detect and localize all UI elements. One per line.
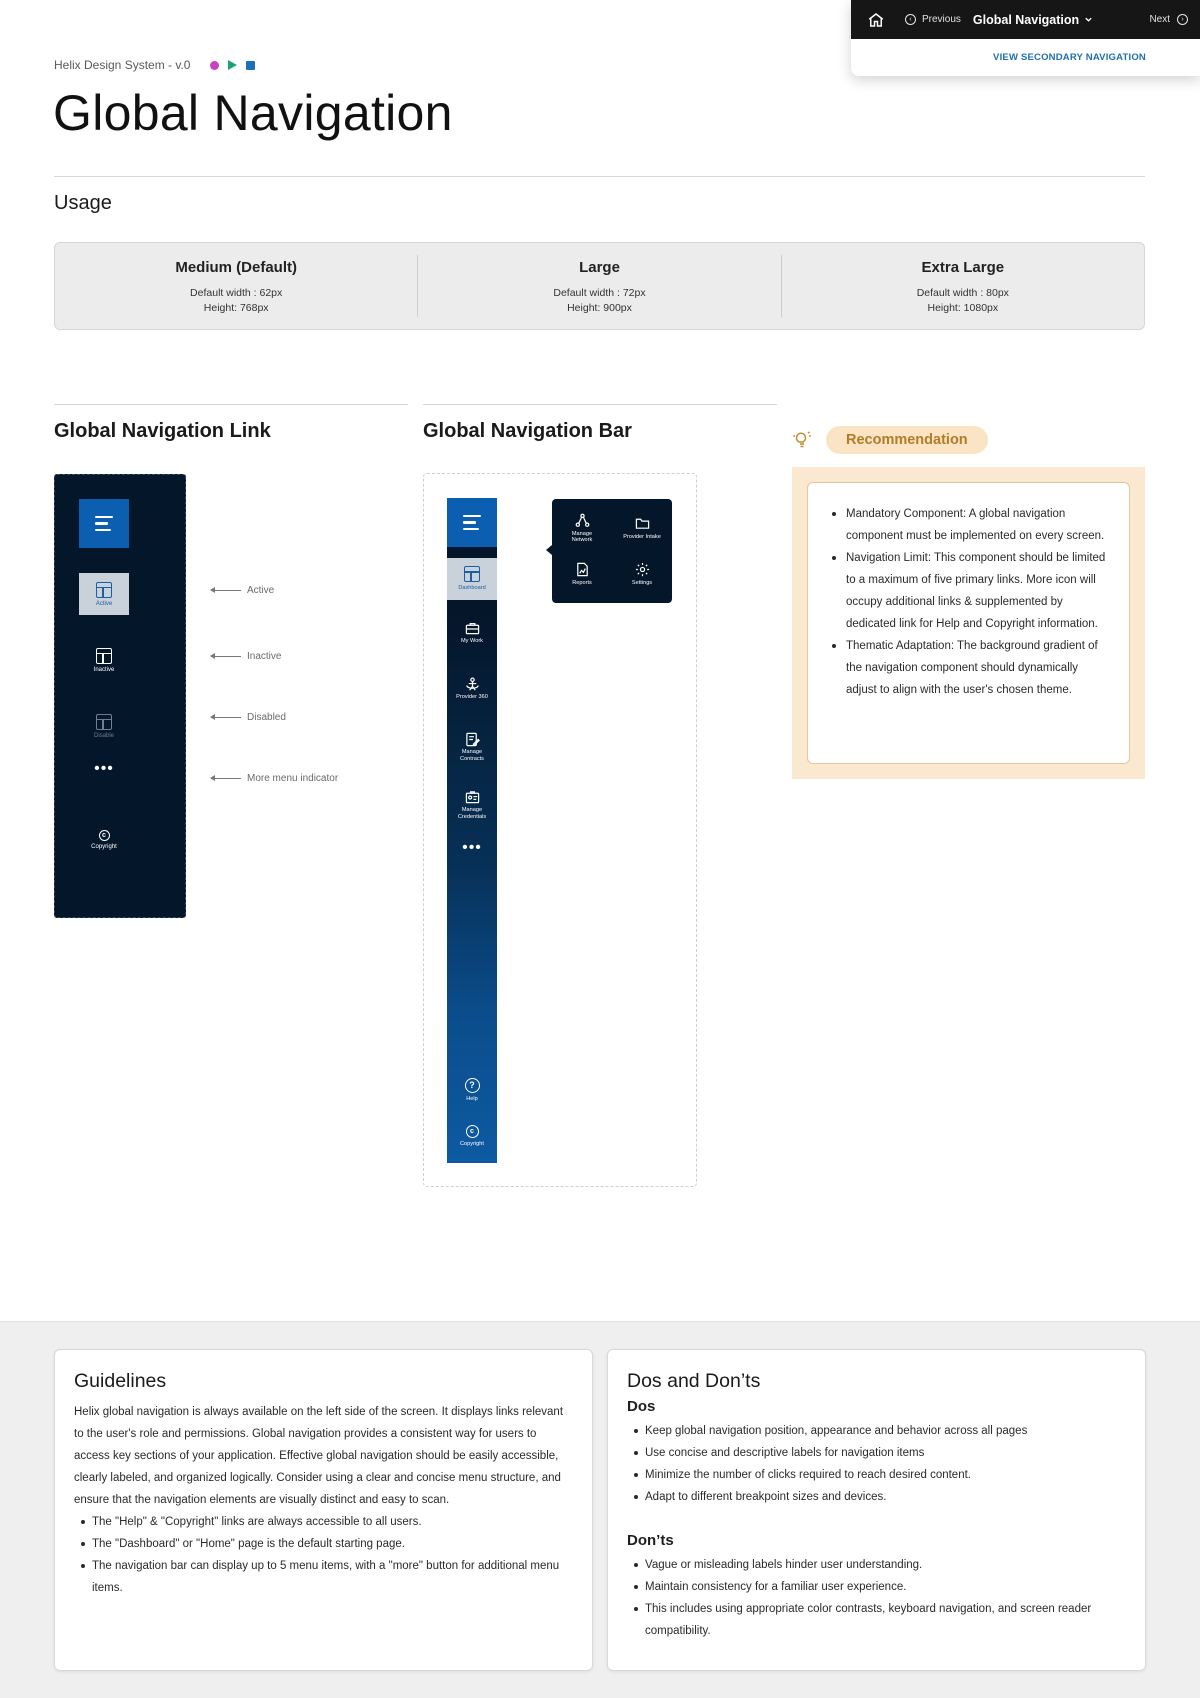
arrow-left-icon [211,717,241,718]
more-menu-button[interactable] [79,755,129,783]
size-name: Extra Large [921,259,1005,276]
size-width: Default width : 72px [553,287,646,299]
network-icon [575,513,590,528]
divider [54,404,408,405]
nav-link-disabled [79,705,129,747]
chevron-down-icon [1084,15,1093,24]
callout-active [211,585,274,596]
contract-icon [465,732,480,746]
guidelines-body: Helix global navigation is always available on the left side of the screen. It displays links relevant to the user's role and permissions. Global navigation provides a consistent way for users to access key sections of your application. Effective global navigation should be easily accessible, clearly labeled, and organized logically. Consider using a clear and concise menu structure, and ensure that the navigation elements are visually distinct and easy to scan. [74,1406,564,1506]
next-button[interactable] [1149,14,1188,25]
callout-label: Active [247,585,275,596]
nav-link-label: Inactive [93,666,115,673]
hamburger-icon [95,516,113,532]
dos-donts-title: Dos and Don’ts [627,1370,761,1392]
arrow-left-icon [211,778,241,779]
size-extra-large [781,255,1144,317]
dashboard-icon [96,648,112,664]
do-item: Keep global navigation position, appearance and behavior across all pages [627,1420,1125,1442]
page-navigator [851,0,1200,76]
guideline-item: The navigation bar can display up to 5 menu items, with a "more" button for additional menu items. [74,1555,572,1599]
recommendation-list [832,503,1109,701]
provider-icon [465,677,480,691]
size-height: Height: 900px [567,302,632,314]
flyout-item-settings[interactable] [612,551,672,597]
briefcase-icon [465,621,480,635]
dont-item: This includes using appropriate color contrasts, keyboard navigation, and screen reader compatibility. [627,1598,1125,1642]
more-menu-button[interactable] [447,839,497,856]
previous-label: Previous [922,14,961,25]
callout-label: Inactive [247,651,282,662]
circle-icon [210,61,219,70]
nav-item-manage-credentials[interactable] [447,790,497,821]
report-icon [575,562,590,577]
flyout-item-label: Provider Intake [623,533,661,540]
dos-heading: Dos [627,1398,656,1415]
callout-disabled [211,712,286,723]
size-name: Large [579,259,620,276]
guidelines-list [74,1511,572,1599]
do-item: Minimize the number of clicks required to reach desired content. [627,1464,1125,1486]
nav-link-copyright[interactable] [79,819,129,861]
flyout-item-provider-intake[interactable] [612,505,672,551]
guidance-section [0,1321,1200,1698]
nav-item-label: Help [466,1096,478,1102]
flyout-item-label: Settings [631,579,653,586]
view-secondary-navigation-link[interactable]: VIEW SECONDARY NAVIGATION [993,52,1146,63]
recommendation-item: Navigation Limit: This component should be limited to a maximum of five primary links. More icon will occupy additional links & supplemented by dedicated link for Help and Copyright information. [832,547,1109,635]
divider [54,176,1145,177]
menu-toggle-button[interactable] [447,498,497,547]
recommendation-header [792,426,988,454]
nav-link-label: Disable [93,732,114,739]
square-icon [246,61,255,70]
nav-item-label: My Work [461,638,483,644]
chevron-right-icon: › [1177,14,1188,25]
size-width: Default width : 62px [190,287,283,299]
design-system-label: Helix Design System - v.0 [54,58,191,72]
size-name: Medium (Default) [175,259,297,276]
callout-inactive [211,651,281,662]
lightbulb-icon [792,430,812,450]
recommendation-panel [792,467,1145,779]
nav-item-help[interactable] [447,1078,497,1103]
dont-item: Maintain consistency for a familiar user experience. [627,1576,1125,1598]
do-item: Adapt to different breakpoint sizes and devices. [627,1486,1125,1508]
nav-item-my-work[interactable] [447,621,497,645]
callout-label: Disabled [247,712,286,723]
nav-link-label: Active [95,600,113,607]
copyright-icon: c [466,1125,479,1138]
menu-toggle-button[interactable] [79,499,129,548]
guidelines-title: Guidelines [74,1370,167,1392]
dashboard-icon [96,582,112,598]
guideline-item: The "Dashboard" or "Home" page is the default starting page. [74,1533,572,1555]
size-height: Height: 768px [203,302,269,314]
arrow-left-icon [211,590,241,591]
more-menu-flyout [552,499,672,603]
next-label: Next [1149,14,1170,25]
id-card-icon [465,790,480,804]
arrow-left-icon [211,656,241,657]
divider [423,404,777,405]
nav-bar-heading: Global Navigation Bar [423,420,632,442]
nav-link-heading: Global Navigation Link [54,420,271,442]
flyout-item-label: Manage Network [571,530,593,543]
callout-label: More menu indicator [247,773,339,784]
nav-link-label: Copyright [91,844,117,850]
size-medium [55,255,417,317]
nav-item-manage-contracts[interactable] [447,732,497,763]
gear-icon [635,562,650,577]
flyout-item-reports[interactable] [552,551,612,597]
dashboard-icon [464,566,480,582]
more-icon: ••• [462,839,482,856]
hamburger-icon [463,515,481,531]
usage-heading: Usage [54,192,112,214]
do-item: Use concise and descriptive labels for navigation items [627,1442,1125,1464]
current-page-label: Global Navigation [972,12,1080,27]
folder-icon [635,516,650,531]
previous-button[interactable] [905,14,961,25]
donts-list [627,1554,1125,1642]
nav-item-dashboard[interactable] [447,558,497,600]
nav-link-states-rail [54,474,186,918]
nav-item-label: Copyright [460,1141,484,1147]
nav-item-label: Provider 360 [456,694,488,700]
callout-more [211,773,338,784]
recommendation-card [807,482,1130,764]
guidelines-card [54,1349,593,1671]
dos-list [627,1420,1125,1508]
global-navigation-bar [447,498,497,1163]
chevron-left-icon: ‹ [905,14,916,25]
recommendation-item: Thematic Adaptation: The background gradient of the navigation component should dynamically adjust to align with the user's chosen theme. [832,635,1109,701]
play-icon [228,60,237,70]
flyout-item-label: Reports [572,579,592,586]
current-page-dropdown[interactable] [973,13,1093,27]
nav-link-inactive[interactable] [79,639,129,681]
recommendation-item: Mandatory Component: A global navigation component must be implemented on every screen. [832,503,1109,547]
page-title: Global Navigation [53,85,453,141]
dashboard-icon [96,714,112,730]
dont-item: Vague or misleading labels hinder user understanding. [627,1554,1125,1576]
flyout-item-manage-network[interactable] [552,505,612,551]
nav-link-active[interactable] [79,573,129,615]
nav-item-label: Manage Contracts [460,749,484,762]
size-large [417,255,780,317]
nav-item-provider-360[interactable] [447,677,497,701]
donts-heading: Don’ts [627,1532,674,1549]
more-icon: ••• [94,760,114,777]
recommendation-badge: Recommendation [826,426,988,454]
dos-donts-card [607,1349,1146,1671]
copyright-icon: c [99,830,110,841]
guideline-item: The "Help" & "Copyright" links are always accessible to all users. [74,1511,572,1533]
nav-item-label: Dashboard [458,585,486,591]
nav-item-copyright[interactable] [447,1125,497,1148]
help-icon: ? [465,1078,480,1093]
page-navigator-bar [851,0,1200,39]
size-width: Default width : 80px [916,287,1009,299]
breadcrumb [54,58,255,72]
size-height: Height: 1080px [927,302,999,314]
home-icon[interactable] [865,9,887,31]
usage-sizes-panel [54,242,1145,330]
nav-item-label: Manage Credentials [457,807,487,820]
brand-marks [210,60,255,70]
